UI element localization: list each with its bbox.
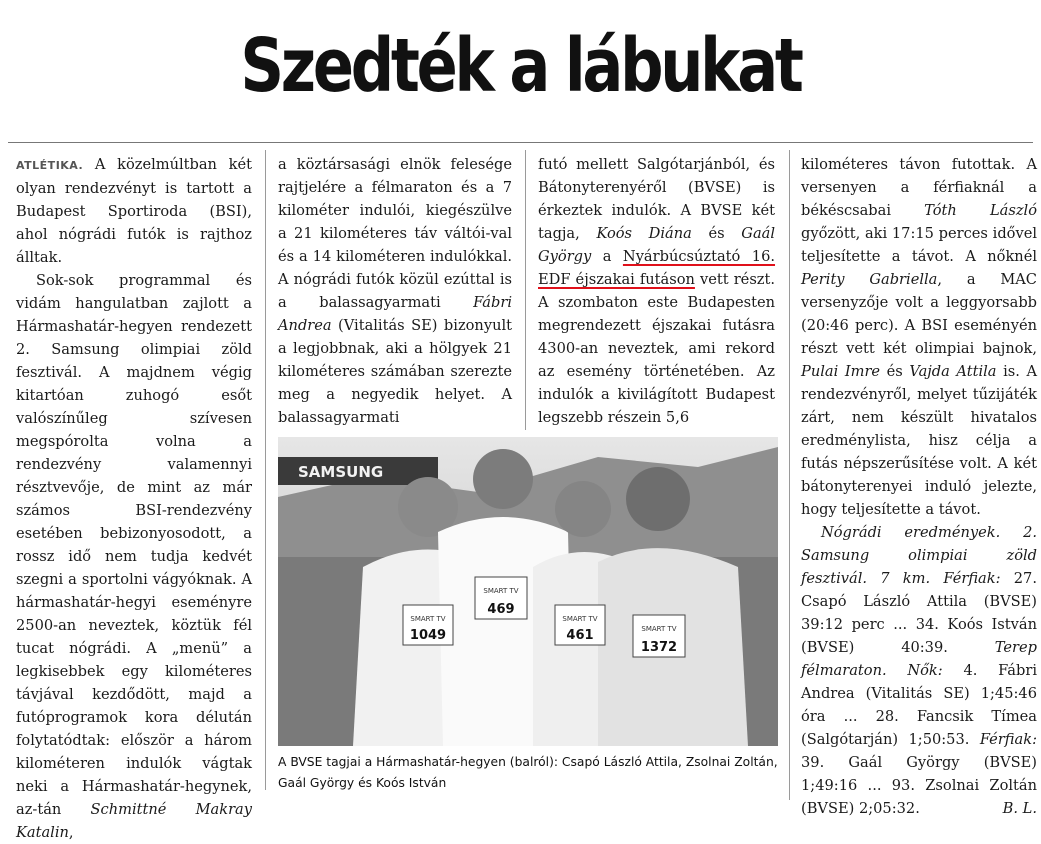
text: 4. Fábri Andrea (Vitalitás SE) 1;45:46 óra ... 28. Fancsik Tímea (Salgótarján) 1;50:53. [801,662,1037,748]
text: , [68,824,74,841]
runners-photo [278,437,778,746]
bib [555,605,605,645]
photo-illustration [278,437,778,746]
headline-rule [8,142,1033,143]
bib [403,605,453,645]
text: a köztársasági elnök felesége rajtjelére a félmaraton és a 7 kilométer indulói, kiegészülve a 21 kilométeres táv váltói-val és a 14 kilométeren indulókkal. A nógrádi futók közül ezúttal is a balassagyarmati [278,156,512,311]
text: és [691,225,742,242]
person-name: Pulai Imre [801,363,881,380]
text: és [880,363,910,380]
person-name: Fábri Andrea [278,294,512,334]
section-kicker: ATLÉTIKA. [16,159,84,172]
person-name: Koós Diána [596,225,692,242]
bib [633,615,685,657]
article-column-2 [278,153,512,429]
runner-head [626,467,690,531]
headline: Szedték a lábukat [240,23,801,109]
person-name: Schmittné Makray Katalin [16,801,253,841]
text: vett részt. A szombaton este Budapesten megrendezett éjszakai futásra 4300-an neveztek, ami rekord az esemény történetében. Az indulók a kivilágított Budapest legszebb részein 5,6 [538,271,775,426]
text: a [591,248,623,265]
paragraph [538,153,775,429]
bib-brand: SMART TV [410,615,446,623]
text: 39. Gaál György (BVSE) 1;49:16 ... 93. Zsolnai Zoltán (BVSE) 2;05:32. [801,754,1037,817]
article-column-3 [538,153,775,429]
article-column-1 [16,153,252,844]
bib [475,577,527,619]
column-divider [265,150,266,790]
text: futó mellett Salgótarjánból, és Bátonyterenyéről (BVSE) is érkeztek indulók. A BVSE két tagja, [538,156,775,242]
results-heading: Terep félmaraton. Nők: [801,639,1037,679]
bib-number: 461 [566,628,594,643]
text: , a MAC versenyzője volt a leggyorsabb (20:46 perc). A BSI eseményén részt vett két olimpiai bajnok, [801,271,1037,357]
paragraph [278,153,512,429]
results-heading: Nógrádi eredmények. 2. Samsung olimpiai zöld fesztivál. 7 km. Férfiak: [801,524,1037,587]
text: Sok-sok programmal és vidám hangulatban zajlott a Hármashatár-hegyen rendezett 2. Samsung olimpiai zöld fesztivál. A majdnem végig kitartóan zuhogó esőt valószínűleg szívesen megspórolta volna a rendezvény valamennyi résztvevője, de mint az már számos BSI-rendezvény esetében bebizonyosodott, a rossz idő nem tudja kedvét szegni a sportolni vágyóknak. A hármashatár-hegyi eseményre 2500-an neveztek, köztük fél tucat nógrádi. A „menü” a legkisebbek egy kilométeres távjával kezdődött, majd a futóprogramok kora délután folytatódtak: először a három kilométeren indulók vágtak neki a Hármashatár-hegynek, az- [16,272,252,818]
text: (Vitalitás SE) bizonyult a legjobbnak, aki a hölgyek 21 kilométeres számában szerezte meg a negyedik helyet. A balassagyarmati [278,317,512,426]
results-heading: Férfiak: [979,731,1037,748]
bib-number: 469 [487,602,515,617]
text: győzött, aki 17:15 perces idővel teljesítette a távot. A nőknél [801,225,1037,265]
article-column-4 [801,153,1037,820]
banner-text: SAMSUNG [298,463,384,481]
text: 27. Csapó László Attila (BVSE) 39:12 perc ... 34. Koós István (BVSE) 40:39. [801,570,1037,656]
text: tán [37,801,91,818]
runner-head [473,449,533,509]
person-name: Vajda Attila [909,363,997,380]
person-name: Perity Gabriella [801,271,938,288]
bib-brand: SMART TV [483,587,519,595]
photo-caption: A BVSE tagjai a Hármashatár-hegyen (balról): Csapó László Attila, Zsolnai Zoltán, Gaál György és Koós István [278,755,778,790]
results-paragraph [801,521,1037,820]
bib-number: 1372 [640,640,678,655]
person-name: Tóth László [924,202,1037,219]
text: A közelmúltban két olyan rendezvényt is tartott a Budapest Sportiroda (BSI), ahol nógrádi futók is rajthoz álltak. [16,156,252,266]
underlined-event-name: Nyárbúcsúztató 16. EDF éjszakai futáson [538,248,776,288]
bib-brand: SMART TV [562,615,598,623]
bib-brand: SMART TV [641,625,677,633]
person-name: Gaál György [538,225,776,265]
column-divider [525,150,526,430]
paragraph [16,269,252,844]
column-divider [789,150,790,800]
bib-number: 1049 [409,628,447,643]
runner-head [555,481,611,537]
text: kilométeres távon futottak. A versenyen a férfiaknál a békéscsabai [801,156,1037,219]
paragraph [16,153,252,269]
text: is. A rendezvényről, melyet tűzijáték zárt, nem készült hivatalos eredménylista, hisz célja a futás népszerűsítése volt. A két bátonyterenyei induló jelezte, hogy teljesítette a távot. [801,363,1037,518]
paragraph [801,153,1037,521]
author-signature: B. L. [1002,800,1037,817]
